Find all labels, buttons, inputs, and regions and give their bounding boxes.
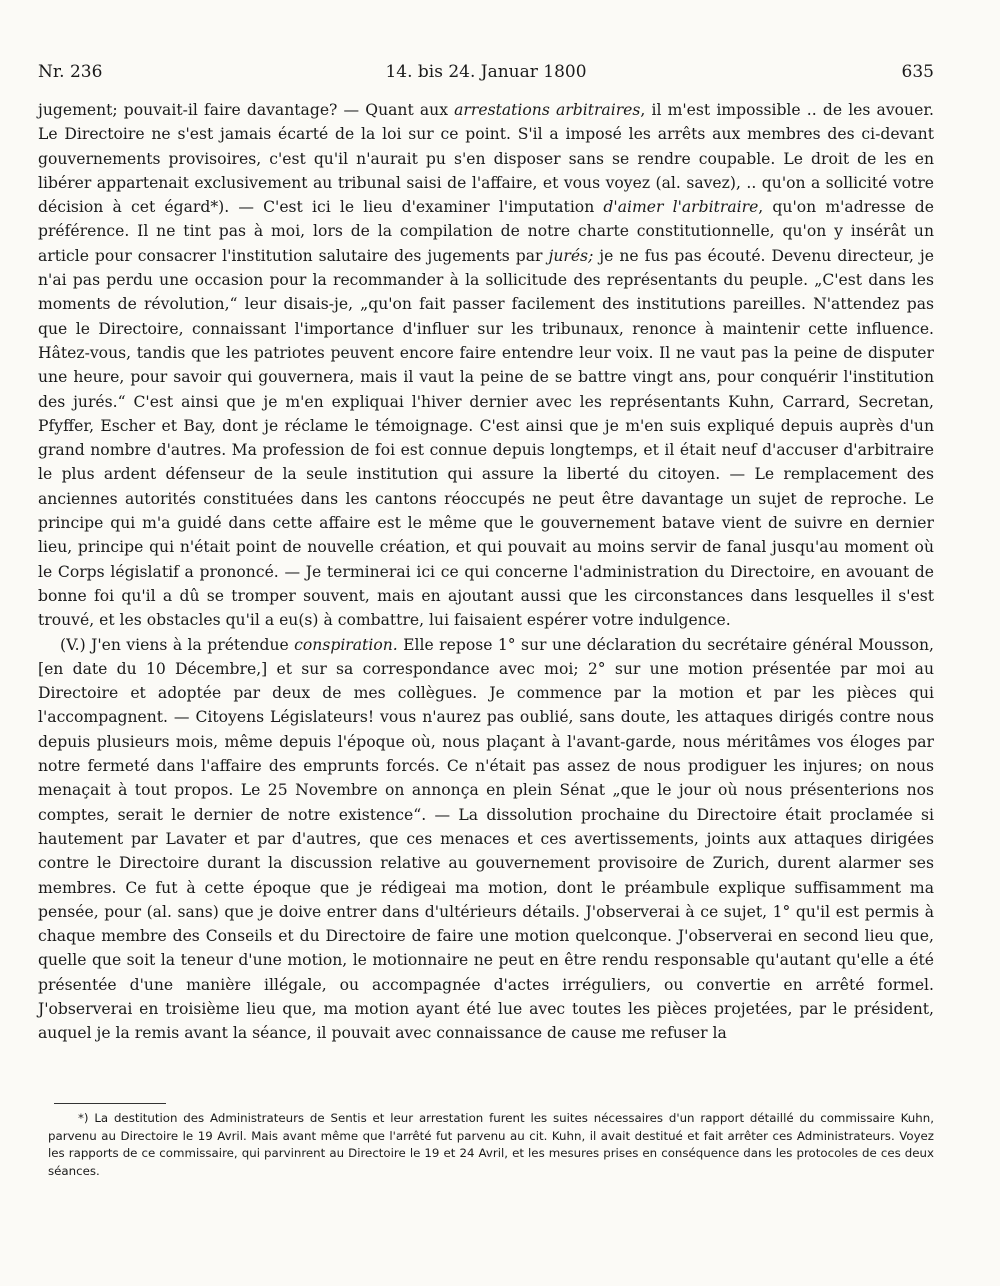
emphasis-arbitraire: d'aimer l'arbitraire bbox=[603, 198, 759, 217]
footnote-divider bbox=[54, 1103, 166, 1104]
page-number: 635 bbox=[901, 62, 934, 82]
emphasis-arrestations: arrestations arbitraires bbox=[454, 101, 641, 119]
emphasis-jures: jurés; bbox=[548, 246, 594, 265]
paragraph-conspiration: (V.) J'en viens à la prétendue conspiration. Elle repose 1° sur une déclaration du secrétaire général Mousson, [en date du 10 Décembre,] et sur sa correspondance avec moi; 2° sur une motion présentée par moi au Directoire et adoptée par deux de mes collègues. Je commence par la motion et par les pièces qui l'accompagnent. — Citoyens Législateurs! vous n'aurez pas oublié, sans doute, les attaques dirigés contre nous depuis plusieurs mois, même depuis l'époque où, nous plaçant à l'avant-garde, nous méritâmes vos éloges par notre fermeté dans l'affaire des emprunts forcés. Ce n'était pas assez de nous prodiguer les injures; on nous menaçait à tout propos. Le 25 Novembre on annonça en plein Sénat „que le jour où nous présenterions nos comptes, serait le dernier de notre existence“. — La dissolution prochaine du Directoire était proclamée si hautement par Lavater et par d'autres, que ces menaces et ces avertissements, joints aux attaques dirigées contre le Directoire durant la discussion relative au gouvernement provisoire de Zurich, durent alarmer ses membres. Ce fut à cette époque que je rédigeai ma motion, dont le préambule explique suffisamment ma pensée, pour (al. sans) que je doive entrer dans d'ultérieurs détails. J'observerai à ce sujet, 1° qu'il est permis à chaque membre des Conseils et du Directoire de faire une motion quelconque. J'observerai en second lieu que, quelle que soit la teneur d'une motion, le motionnaire ne peut en être rendu responsable qu'autant qu'elle a été présentée d'une manière illégale, ou accompagnée d'actes irréguliers, ou convertie en arrêté formel. J'observerai en troisième lieu que, ma motion ayant été lue avec toutes les pièces projetées, par le président, auquel je la remis avant la séance, il pouvait avec connaissance de cause me refuser la bbox=[38, 635, 934, 1043]
document-number: Nr. 236 bbox=[38, 62, 103, 82]
emphasis-conspiration: conspiration. bbox=[294, 635, 398, 654]
paragraph-administration: jugement; pouvait-il faire davantage? — Quant aux arrestations arbitraires, il m'est impossible .. de les avouer. Le Directoire ne s'est jamais écarté de la loi sur ce point. S'il a imposé les arrêts aux membres des ci-devant gouvernements provisoires, c'est qu'il n'aurait pu s'en disposer sans se rendre coupable. Le droit de les en libérer appartenait exclusivement au tribunal saisi de l'affaire, et vous voyez (al. savez), .. qu'on a sollicité votre décision à cet égard*). — C'est ici le lieu d'examiner l'imputation d'aimer l'arbitraire, qu'on m'adresse de préférence. Il ne tint pas à moi, lors de la compilation de notre charte constitutionnelle, qu'on y insérât un article pour consacrer l'institution salutaire des jugements par jurés; je ne fus pas écouté. Devenu directeur, je n'ai pas perdu une occasion pour la recommander à la sollicitude des représentants du peuple. „C'est dans les moments de révolution,“ leur disais-je, „qu'on fait passer facilement des institutions pareilles. N'attendez pas que le Directoire, connaissant l'importance d'influer sur les tribunaux, renonce à maintenir cette influence. Hâtez-vous, tandis que les patriotes peuvent encore faire entendre leur voix. Il ne vaut pas la peine de disputer une heure, pour savoir qui gouvernera, mais il vaut la peine de se battre vingt ans, pour conquérir l'institution des jurés.“ C'est ainsi que je m'en expliquai l'hiver dernier avec les représentants Kuhn, Carrard, Secretan, Pfyffer, Escher et Bay, dont je réclame le témoignage. C'est ainsi que je m'en suis expliqué depuis auprès d'un grand nombre d'autres. Ma profession de foi est connue depuis longtemps, et il était neuf d'accuser d'arbitraire le plus ardent défenseur de la seule institution qui assure la liberté du citoyen. — Le remplacement des anciennes autorités constituées dans les cantons réoccupés ne peut être davantage un sujet de reproche. Le principe qui m'a guidé dans cette affaire est le même que le gouvernement batave vient de suivre en dernier lieu, principe qui n'était point de nouvelle création, et qui pouvait au moins servir de fanal jusqu'au moment où le Corps législatif a prononcé. — Je terminerai ici ce qui concerne l'administration du Directoire, en avouant de bonne foi qu'il a dû se tromper souvent, mais en ajoutant aussi que les circonstances dans lesquelles il s'est trouvé, et les obstacles qu'il a eu(s) à combattre, lui faisaient espérer votre indulgence. bbox=[38, 101, 935, 630]
footnote: *) La destitution des Administrateurs de Sentis et leur arrestation furent les suites nécessaires d'un rapport détaillé du commissaire Kuhn, parvenu au Directoire le 19 Avril. Mais avant même que l'arrêté fut parvenu au cit. Kuhn, il avait destitué et fait arrêter ces Administrateurs. Voyez les rapports de ce commissaire, qui parvinrent au Directoire le 19 et 24 Avril, et les mesures prises en conséquence dans les protocoles de ces deux séances. bbox=[48, 1111, 934, 1178]
body-text bbox=[38, 98, 934, 1046]
header-date-range: 14. bis 24. Januar 1800 bbox=[385, 62, 587, 82]
running-header bbox=[38, 62, 934, 90]
